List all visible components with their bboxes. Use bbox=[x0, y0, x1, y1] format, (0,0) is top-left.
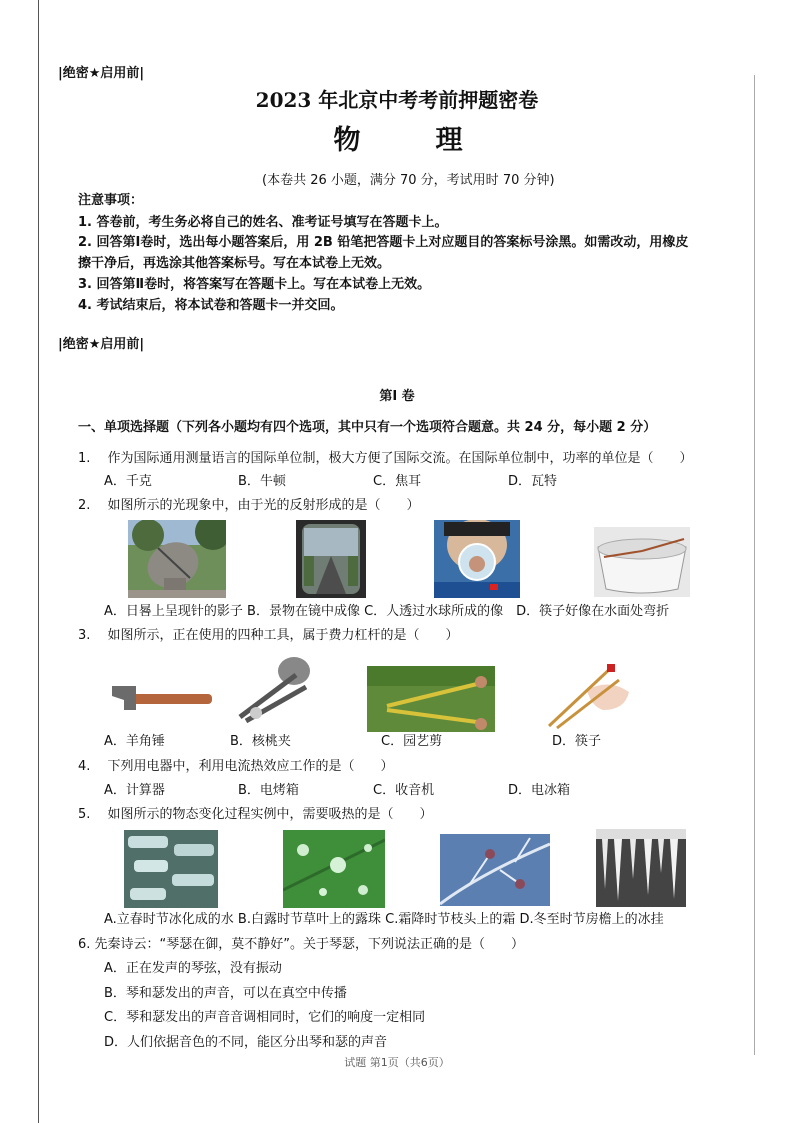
nutcracker-picture bbox=[236, 655, 318, 725]
exam-title: 2023 年北京中考考前押题密卷 bbox=[255, 88, 539, 112]
question-stem: 4. 下列用电器中，利用电流热效应工作的是（ ） bbox=[78, 759, 394, 774]
option-d: D．人们依据音色的不同，能区分出琴和瑟的声音 bbox=[104, 1035, 388, 1050]
hammer-picture bbox=[110, 680, 214, 720]
question-stem: 5. 如图所示的物态变化过程实例中，需要吸热的是（ ） bbox=[78, 807, 433, 822]
option-c: C．焦耳 bbox=[373, 474, 422, 489]
option-a: A．正在发声的琴弦，没有振动 bbox=[104, 961, 282, 976]
frost-branch-photo bbox=[440, 834, 550, 906]
sundial-photo bbox=[128, 520, 226, 598]
option-b: B．电烤箱 bbox=[238, 783, 299, 798]
note-item: 擦干净后，再选涂其他答案标号。写在本试卷上无效。 bbox=[78, 256, 391, 271]
exam-info: (本卷共 26 小题，满分 70 分，考试用时 70 分钟) bbox=[262, 173, 555, 188]
section-title: 第Ⅰ 卷 bbox=[379, 389, 415, 404]
left-binding-line bbox=[38, 0, 39, 1123]
option-a: A．计算器 bbox=[104, 783, 165, 798]
melting-ice-photo bbox=[124, 830, 218, 908]
option-d: D．瓦特 bbox=[508, 474, 558, 489]
confidential-tag-2: |绝密★启用前| bbox=[58, 337, 145, 352]
notes-heading: 注意事项： bbox=[78, 193, 144, 208]
garden-shears-photo bbox=[367, 666, 495, 732]
option-c: C．园艺剪 bbox=[381, 734, 443, 749]
note-item: 3. 回答第Ⅱ卷时，将答案写在答题卡上。写在本试卷上无效。 bbox=[78, 277, 431, 292]
right-margin-line bbox=[754, 75, 755, 1055]
icicles-photo bbox=[596, 829, 686, 907]
question-stem: 6. 先秦诗云：“琴瑟在御，莫不静好”。关于琴瑟，下列说法正确的是（ ） bbox=[78, 937, 525, 952]
water-ball-photo bbox=[434, 520, 520, 598]
option-c: C．琴和瑟发出的声音音调相同时，它们的响度一定相同 bbox=[104, 1010, 426, 1025]
chopsticks-hand-picture bbox=[547, 660, 633, 730]
note-item: 2. 回答第Ⅰ卷时，选出每小题答案后，用 2B 铅笔把答题卡上对应题目的答案标号涂黑。如需改动，用橡皮 bbox=[78, 235, 689, 250]
question-options-line: A.立春时节冰化成的水 B.白露时节草叶上的露珠 C.霜降时节枝头上的霜 D.冬至时节房檐上的冰挂 bbox=[104, 912, 664, 927]
option-c: C．收音机 bbox=[373, 783, 435, 798]
note-item: 1. 答卷前，考生务必将自己的姓名、准考证号填写在答题卡上。 bbox=[78, 215, 448, 230]
note-item: 4. 考试结束后，将本试卷和答题卡一并交回。 bbox=[78, 298, 344, 313]
dew-drops-photo bbox=[283, 830, 385, 908]
option-b: B．琴和瑟发出的声音，可以在真空中传播 bbox=[104, 986, 347, 1001]
subject-title: 物 理 bbox=[333, 125, 487, 156]
chopsticks-water-photo bbox=[594, 527, 690, 597]
part-heading: 一、单项选择题（下列各小题均有四个选项，其中只有一个选项符合题意。共 24 分，每小题 2 分） bbox=[78, 420, 657, 435]
question-stem: 3. 如图所示，正在使用的四种工具，属于费力杠杆的是（ ） bbox=[78, 628, 459, 643]
option-b: B．牛顿 bbox=[238, 474, 286, 489]
question-stem: 1. 作为国际通用测量语言的国际单位制，极大方便了国际交流。在国际单位制中，功率的单位是（ ） bbox=[78, 451, 693, 466]
page-footer: 试题 第1页（共6页） bbox=[344, 1056, 450, 1069]
option-d: D．电冰箱 bbox=[508, 783, 571, 798]
option-a: A．羊角锤 bbox=[104, 734, 165, 749]
question-options-line: A．日晷上呈现针的影子 B．景物在镜中成像 C．人透过水球所成的像 D．筷子好像在水面处弯折 bbox=[104, 604, 670, 619]
mirror-photo bbox=[296, 520, 366, 598]
option-d: D．筷子 bbox=[552, 734, 602, 749]
question-stem: 2. 如图所示的光现象中，由于光的反射形成的是（ ） bbox=[78, 498, 420, 513]
option-a: A．千克 bbox=[104, 474, 152, 489]
option-b: B．核桃夹 bbox=[230, 734, 291, 749]
confidential-tag: |绝密★启用前| bbox=[58, 66, 145, 81]
